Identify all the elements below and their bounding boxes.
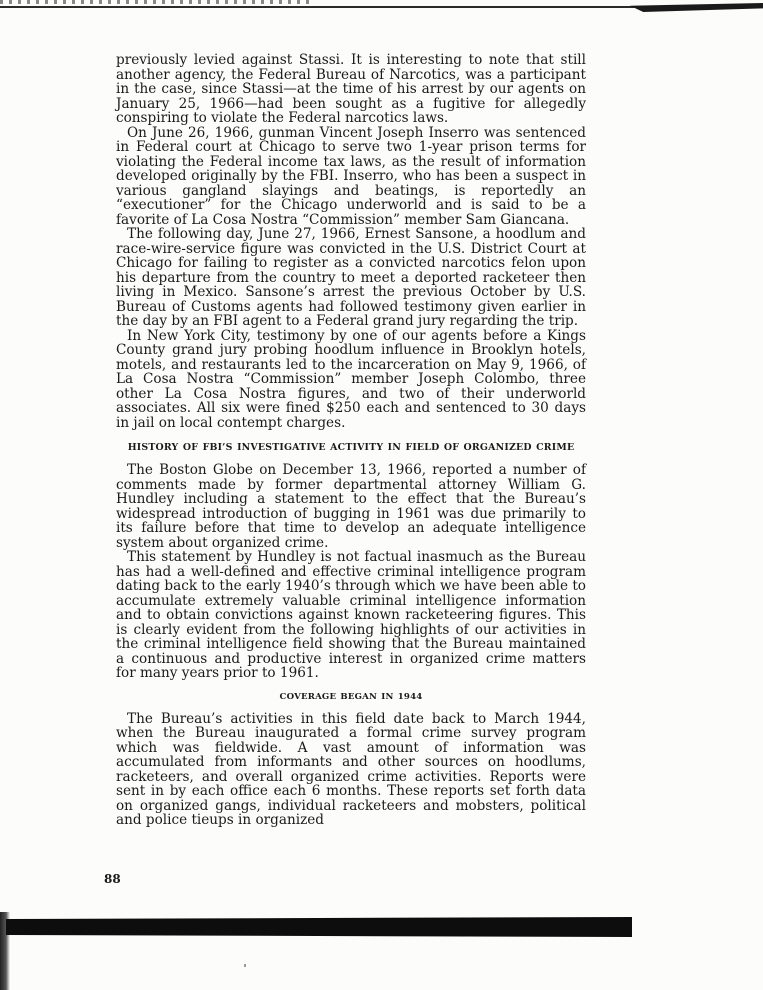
paragraph-stassi: previously levied against Stassi. It is interesting to note that still another agency, the Federal Bureau of Narcotics, was a participant in the case, since Stassi—at the time of his arrest by our agents on January 25, 1966—had been sought as a fugitive for allegedly conspiring to violate the Federal narcotics laws. xyxy=(116,52,586,126)
scan-top-noise xyxy=(0,0,310,4)
scan-top-line xyxy=(0,6,640,8)
subheading-coverage: COVERAGE BEGAN IN 1944 xyxy=(279,691,423,702)
scan-bottom-edge xyxy=(0,912,763,990)
scan-top-edge xyxy=(0,0,763,12)
scan-bottom-bar xyxy=(6,917,632,937)
scan-top-corner-shadow xyxy=(630,3,763,12)
section-heading: HISTORY OF FBI’S INVESTIGATIVE ACTIVITY IN FIELD OF ORGANIZED CRIME xyxy=(127,442,575,453)
page-body xyxy=(116,53,586,828)
paragraph-hundley-rebuttal: This statement by Hundley is not factual inasmuch as the Bureau has had a well-defined and effective criminal intelligence program dating back to the early 1940’s through which we have been able to accumulate extremely valuable criminal intelligence information and to obtain convictions against known racketeering figures. This is clearly evident from the following highlights of our activities in the criminal intelligence field showing that the Bureau maintained a continuous and productive interest in organized crime matters for many years prior to 1961. xyxy=(116,549,586,681)
paragraph-boston-globe: The Boston Globe on December 13, 1966, reported a number of comments made by former departmental attorney William G. Hundley including a statement to the effect that the Bureau’s widespread introduction of bugging in 1961 was due primarily to its failure before that time to develop an adequate intelligence system about organized crime. xyxy=(116,462,586,551)
scan-speck xyxy=(244,964,246,967)
page-number: 88 xyxy=(104,872,121,886)
paragraph-colombo: In New York City, testimony by one of our agents before a Kings County grand jury probing hoodlum influence in Brooklyn hotels, motels, and restaurants led to the incarceration on May 9, 1966, of La Cosa Nostra “Commission” member Joseph Colombo, three other La Cosa Nostra figures, and two of their underworld associates. All six were fined $250 each and sentenced to 30 days in jail on local contempt charges. xyxy=(116,327,586,431)
paragraph-coverage-1944: The Bureau’s activities in this field date back to March 1944, when the Bureau inaugurated a formal crime survey program which was fieldwide. A vast amount of information was accumulated from informants and other sources on hoodlums, racketeers, and overall organized crime activities. Reports were sent in by each office each 6 months. These reports set forth data on organized gangs, individual racketeers and mobsters, political and police tieups in organized xyxy=(116,710,586,828)
paragraph-sansone: The following day, June 27, 1966, Ernest Sansone, a hoodlum and race-wire-service figure was convicted in the U.S. District Court at Chicago for failing to register as a convicted narcotics felon upon his departure from the country to meet a deported racketeer then living in Mexico. Sansone’s arrest the previous October by U.S. Bureau of Customs agents had followed testimony given earlier in the day by an FBI agent to a Federal grand jury regarding the trip. xyxy=(116,226,586,329)
paragraph-inserro: On June 26, 1966, gunman Vincent Joseph Inserro was sentenced in Federal court at Chicago to serve two 1-year prison terms for violating the Federal income tax laws, as the result of information developed originally by the FBI. Inserro, who has been a suspect in various gangland slayings and beatings, is reportedly an “executioner” for the Chicago underworld and is said to be a favorite of La Cosa Nostra “Commission” member Sam Giancana. xyxy=(116,124,586,228)
